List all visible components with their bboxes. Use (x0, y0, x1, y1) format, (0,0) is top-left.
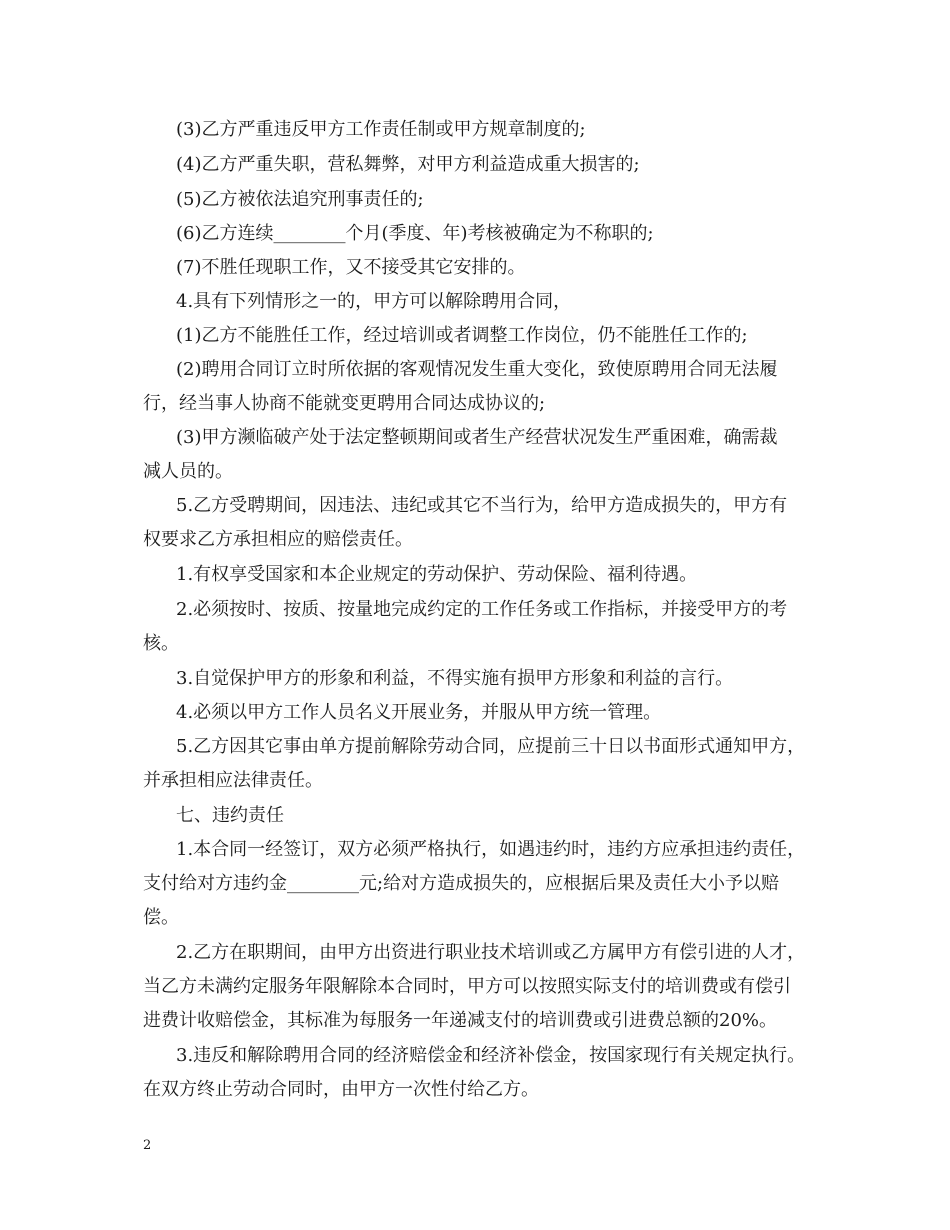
text-line: (2)聘用合同订立时所依据的客观情况发生重大变化，致使原聘用合同无法履 (176, 359, 778, 380)
text-line: 当乙方未满约定服务年限解除本合同时，甲方可以按照实际支付的培训费或有偿引 (143, 976, 791, 997)
text-line: (4)乙方严重失职，营私舞弊，对甲方利益造成重大损害的; (176, 154, 640, 175)
text-line: 4.必须以甲方工作人员名义开展业务，并服从甲方统一管理。 (176, 702, 662, 723)
text-line: 偿。 (143, 907, 179, 928)
text-line: (3)甲方濒临破产处于法定整顿期间或者生产经营状况发生严重困难，确需裁 (176, 427, 778, 448)
text-line: (3)乙方严重违反甲方工作责任制或甲方规章制度的; (176, 119, 586, 140)
text-line: (5)乙方被依法追究刑事责任的; (176, 189, 424, 210)
text-line: 5.乙方受聘期间，因违法、违纪或其它不当行为，给甲方造成损失的，甲方有 (176, 495, 788, 516)
text-line: 1.有权享受国家和本企业规定的劳动保护、劳动保险、福利待遇。 (176, 564, 698, 585)
text-line: 行，经当事人协商不能就变更聘用合同达成协议的; (143, 393, 546, 414)
page-number: 2 (143, 1138, 152, 1153)
text-line: (1)乙方不能胜任工作，经过培训或者调整工作岗位，仍不能胜任工作的; (176, 325, 748, 346)
text-line: 1.本合同一经签订，双方必须严格执行，如遇违约时，违约方应承担违约责任， (176, 839, 806, 860)
text-line: (7)不胜任现职工作，又不接受其它安排的。 (176, 257, 526, 278)
text-line: 2.必须按时、按质、按量地完成约定的工作任务或工作指标，并接受甲方的考 (176, 599, 788, 620)
text-line: 核。 (143, 633, 179, 654)
text-line: 3.自觉保护甲方的形象和利益，不得实施有损甲方形象和利益的言行。 (176, 668, 734, 689)
text-line: 4.具有下列情形之一的，甲方可以解除聘用合同， (176, 291, 572, 312)
text-line: 减人员的。 (143, 461, 233, 482)
text-line: 进费计收赔偿金，其标准为每服务一年递减支付的培训费或引进费总额的20%。 (143, 1010, 778, 1031)
text-line: (6)乙方连续________个月(季度、年)考核被确定为不称职的; (176, 223, 654, 244)
text-line: 3.违反和解除聘用合同的经济赔偿金和经济补偿金，按国家现行有关规定执行。 (176, 1045, 806, 1066)
text-line: 在双方终止劳动合同时，由甲方一次性付给乙方。 (143, 1079, 539, 1100)
section-heading: 七、违约责任 (176, 805, 284, 826)
text-line: 5.乙方因其它事由单方提前解除劳动合同，应提前三十日以书面形式通知甲方， (176, 736, 806, 757)
text-line: 并承担相应法律责任。 (143, 770, 323, 791)
text-line: 2.乙方在职期间，由甲方出资进行职业技术培训或乙方属甲方有偿引进的人才， (176, 942, 806, 963)
text-line: 权要求乙方承担相应的赔偿责任。 (143, 529, 413, 550)
text-line: 支付给对方违约金________元;给对方造成损失的，应根据后果及责任大小予以赔 (143, 873, 780, 894)
